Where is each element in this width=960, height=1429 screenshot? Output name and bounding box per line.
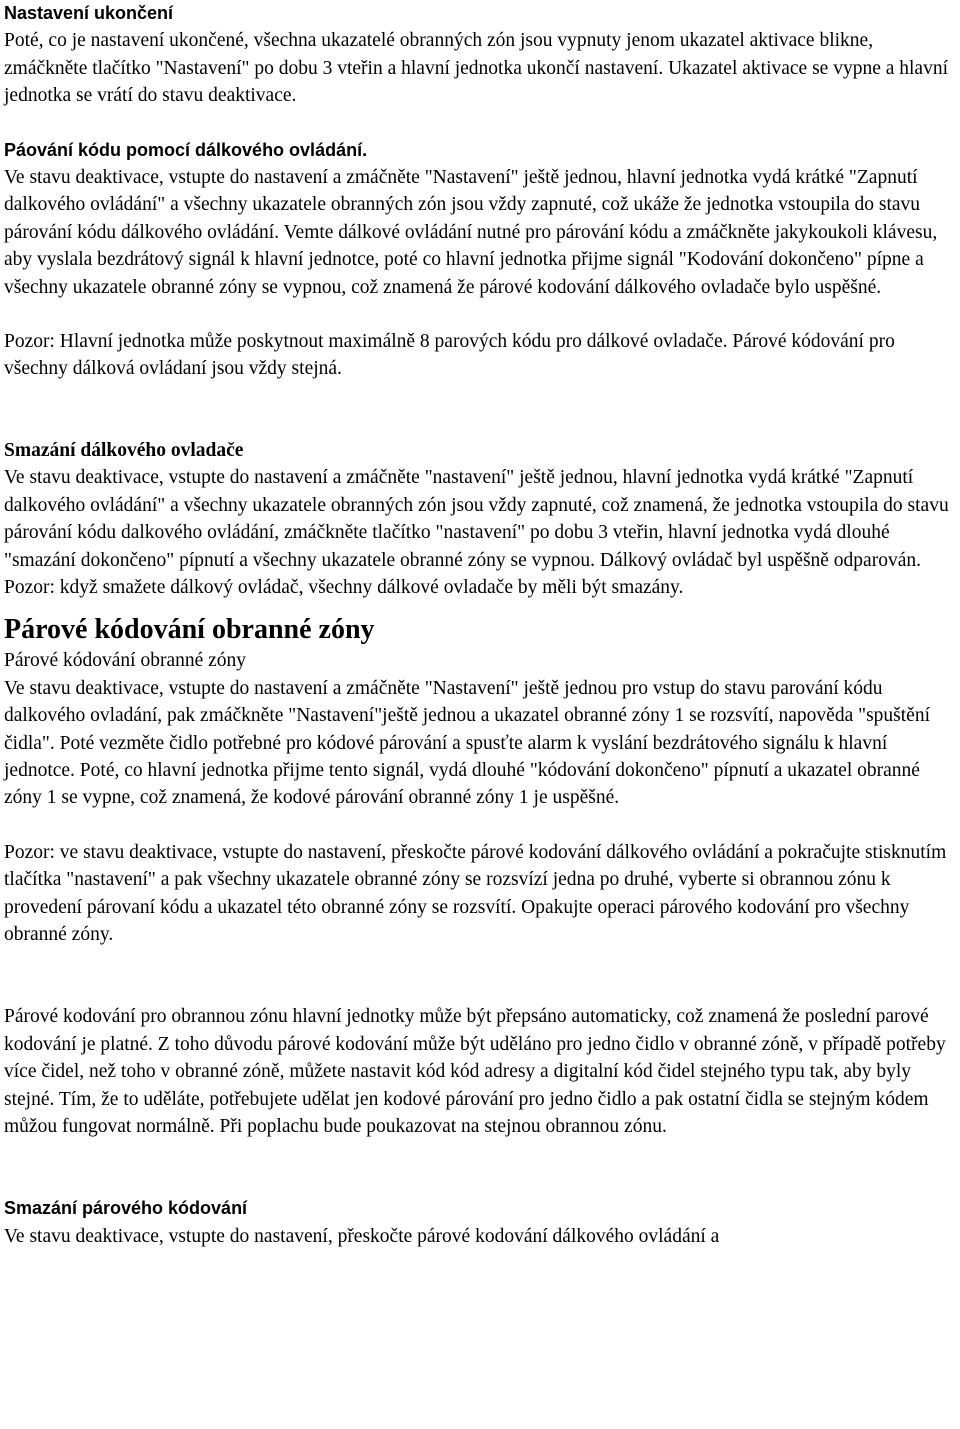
section-heading: Smazání dálkového ovladače [4,439,244,461]
section-smazani-parovani [4,1195,956,1250]
note-paragraph: Pozor: Hlavní jednotka může poskytnout maximálně 8 parových kódu pro dálkové ovladače. Párové kódování pro všechny dálková ovládaní jsou vždy stejná. [4,331,895,380]
paragraph: Poté, co je nastavení ukončené, všechna ukazatelé obranných zón jsou vypnuty jenom ukazatel aktivace blikne, zmáčkněte tlačítko "Nastavení" po dobu 3 vteřin a hlavní jednotka ukončí nastavení. Ukazatel aktivace se vypne a hlavní jednotka se vrátí do stavu deaktivace. [4,30,949,107]
note-paragraph: Pozor: ve stavu deaktivace, vstupte do nastavení, přeskočte párové kodování dálkového ovládání a pokračujte stisknutím tlačítka "nastavení" a pak všechny ukazatele obranné zóny se rozsvízí jedna po druhé, vyberte si obrannou zónu k provedení párovaní kódu a ukazatel této obranné zóny se rozsvítí. Opakujte operaci párového kodování pro všechny obranné zóny. [4,841,947,945]
paragraph: Ve stavu deaktivace, vstupte do nastavení a zmáčněte "nastavení" ještě jednou, hlavní jednotka vydá krátké "Zapnutí dalkového ovládání" a všechny ukazatele obranných zón jsou vždy zapnuté, což znamená, že jednotka vstoupila do stavu párování kódu dalkového ovládání, zmáčkněte tlačítko "nastavení" po dobu 3 vteřin, hlavní jednotka vydá dlouhé "smazání dokončeno" pípnutí a všechny ukazatele obranné zóny se vypnou. Dálkový ovládač byl uspěšně odparován. [4,467,949,571]
section-nastaveni-ukonceni [4,0,956,110]
paragraph: Ve stavu deaktivace, vstupte do nastavení a zmáčněte "Nastavení" ještě jednou pro vstup do stavu parování kódu dalkového ovladání, pak zmáčkněte "Nastavení"ještě jednou a ukazatel obranné zóny 1 se rozsvítí, napověda "spuštění čidla". Poté vezměte čidlo potřebné pro kódové párování a spusťte alarm k vyslání bezdrátového signálu k hlavní jednotce. Poté, co hlavní jednotka přijme tento signál, vydá dlouhé "kódování dokončeno" pípnutí a ukazatel obranné zóny 1 se vypne, což znamená, že kodové párování obranné zóny 1 je uspěšné. [4,677,930,809]
section-smazani-ovladace [4,437,956,601]
section-parovani-kodu [4,137,956,383]
paragraph: Ve stavu deaktivace, vstupte do nastavení a zmáčněte "Nastavení" ještě jednou, hlavní jednotka vydá krátké "Zapnutí dalkového ovládání" a všechny ukazatele obranných zón jsou vždy zapnuté, což ukáže že jednotka vstoupila do stavu párování kódu dálkového ovládání. Vemte dálkové ovládání nutné pro párování kódu a zmáčkněte jakykoukoli klávesu, aby vyslala bezdrátový signál k hlavní jednotce, poté co hlavní jednotka přijme signál "Kodování dokončeno" pípne a všechny ukazatele obranné zóny se vypnou, což znamená že párové kodování dálkového ovladače bylo uspěšné. [4,167,938,298]
document-page [4,0,956,1250]
section-title: Párové kódování obranné zóny [4,614,375,646]
section-heading: Smazání párového kódování [4,1198,248,1219]
paragraph: Ve stavu deaktivace, vstupte do nastavení, přeskočte párové kodování dálkového ovládání a [4,1225,720,1247]
paragraph: Párové kodování pro obrannou zónu hlavní jednotky může být přepsáno automaticky, což znamená že poslední parové kodování je platné. Z toho důvodu párové kodování může být uděláno pro jedno čidlo v obranné zóně, v případě potřeby více čidel, než toho v obranné zóně, můžete nastavit kód kód adresy a digitalní kód čidel stejného typu tak, aby byly stejné. Tím, že to uděláte, potřebujete udělat jen kodové párování pro jedno čidlo a pak ostatní čidla se stejným kódem můžou fungovat normálně. Při poplachu bude poukazovat na stejnou obrannou zónu. [4,1006,946,1137]
note-paragraph: Pozor: když smažete dálkový ovládač, všechny dálkové ovladače by měli být smazány. [4,576,684,598]
section-heading: Páování kódu pomocí dálkového ovládání. [4,139,368,160]
subheading: Párové kódování obranné zóny [4,650,247,672]
section-heading: Nastavení ukončení [4,3,174,23]
section-parove-kodovani-zony [4,613,956,1140]
